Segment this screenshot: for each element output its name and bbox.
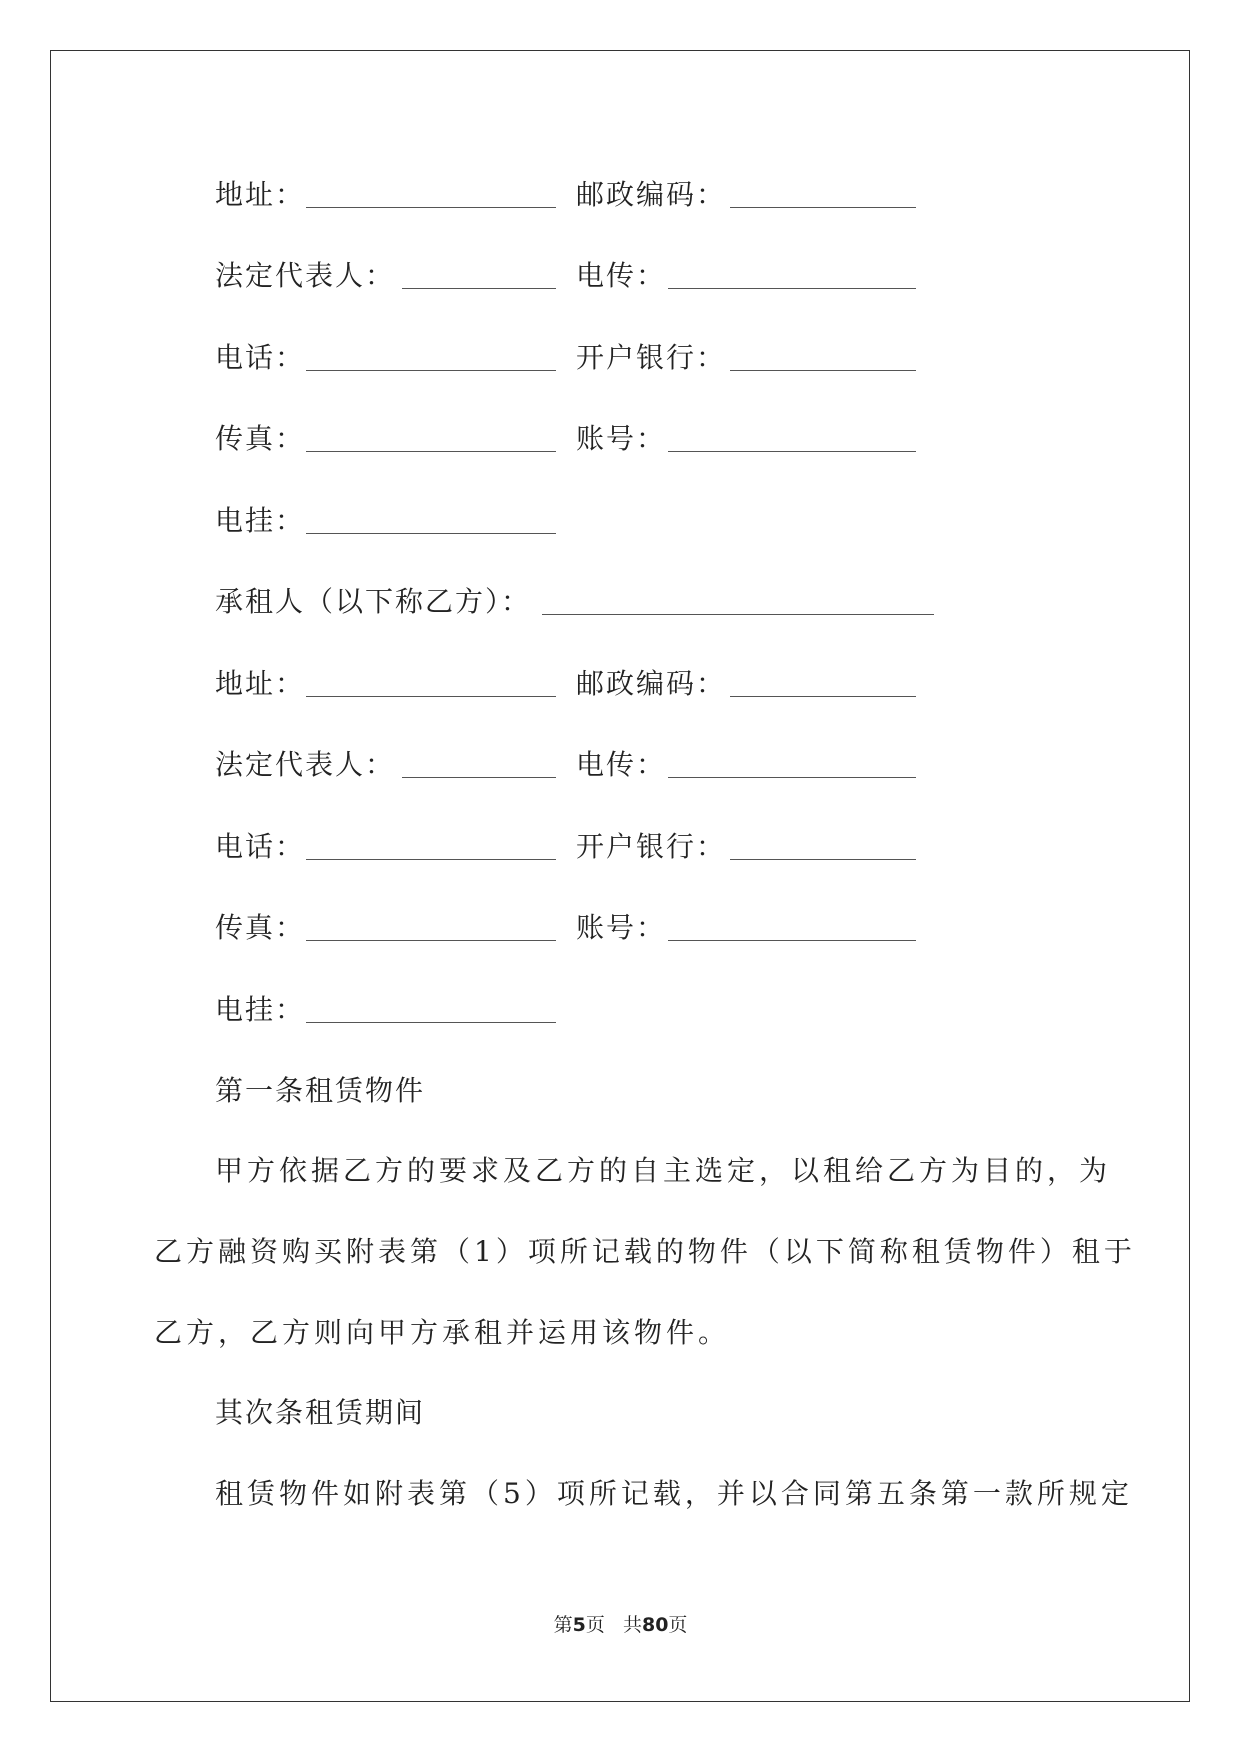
lessee-telex-label: 电传： [576,748,667,781]
lessor-fax-blank[interactable] [306,451,556,452]
lessee-legal-rep-blank[interactable] [402,777,556,778]
footer-page-number: 5 [572,1614,586,1636]
lessee-telex-blank[interactable] [668,777,916,778]
lessee-address-blank[interactable] [306,696,556,697]
lessor-fax-label: 传真： [215,422,306,455]
lessee-account-blank[interactable] [668,940,916,941]
lessee-name-blank[interactable] [542,614,934,615]
page-footer [0,1610,1241,1637]
lessee-fax-label: 传真： [215,911,306,944]
lessor-postcode-label: 邮政编码： [576,178,727,211]
lessor-cable-blank[interactable] [306,533,556,534]
footer-prefix: 第 [553,1614,573,1636]
article1-line-2: 乙方融资购买附表第（1）项所记载的物件（以下简称租赁物件）租于 [154,1235,1136,1268]
lessee-legal-rep-label: 法定代表人： [215,748,396,781]
lessee-bank-blank[interactable] [730,859,916,860]
footer-total-prefix: 共 [622,1614,642,1636]
lessor-account-label: 账号： [576,422,667,455]
article2-line-1: 租赁物件如附表第（5）项所记载，并以合同第五条第一款所规定 [215,1477,1133,1510]
lessee-heading: 承租人（以下称乙方）： [215,585,532,618]
lessor-cable-label: 电挂： [215,504,306,537]
lessee-postcode-blank[interactable] [730,696,916,697]
lessor-address-label: 地址： [215,178,306,211]
lessee-cable-blank[interactable] [306,1022,556,1023]
footer-total-suffix: 页 [668,1614,688,1636]
lessor-bank-label: 开户银行： [576,341,727,374]
article1-line-3: 乙方，乙方则向甲方承租并运用该物件。 [154,1316,731,1349]
lessor-phone-label: 电话： [215,341,306,374]
lessee-postcode-label: 邮政编码： [576,667,727,700]
article1-line-1: 甲方依据乙方的要求及乙方的自主选定，以租给乙方为目的，为 [215,1154,1112,1187]
lessee-account-label: 账号： [576,911,667,944]
lessee-phone-blank[interactable] [306,859,556,860]
lessor-account-blank[interactable] [668,451,916,452]
lessee-fax-blank[interactable] [306,940,556,941]
article2-title: 其次条租赁期间 [215,1396,426,1429]
lessor-bank-blank[interactable] [730,370,916,371]
lessee-bank-label: 开户银行： [576,830,727,863]
footer-total-pages: 80 [641,1614,669,1636]
lessor-phone-blank[interactable] [306,370,556,371]
lessor-legal-rep-blank[interactable] [402,288,556,289]
lessor-postcode-blank[interactable] [730,207,916,208]
lessor-address-blank[interactable] [306,207,556,208]
footer-page-suffix: 页 [585,1614,605,1636]
lessee-address-label: 地址： [215,667,306,700]
lessor-telex-blank[interactable] [668,288,916,289]
lessee-phone-label: 电话： [215,830,306,863]
lessor-legal-rep-label: 法定代表人： [215,259,396,292]
lessor-telex-label: 电传： [576,259,667,292]
page-frame [50,50,1190,1702]
article1-title: 第一条租赁物件 [215,1074,426,1107]
lessee-cable-label: 电挂： [215,993,306,1026]
